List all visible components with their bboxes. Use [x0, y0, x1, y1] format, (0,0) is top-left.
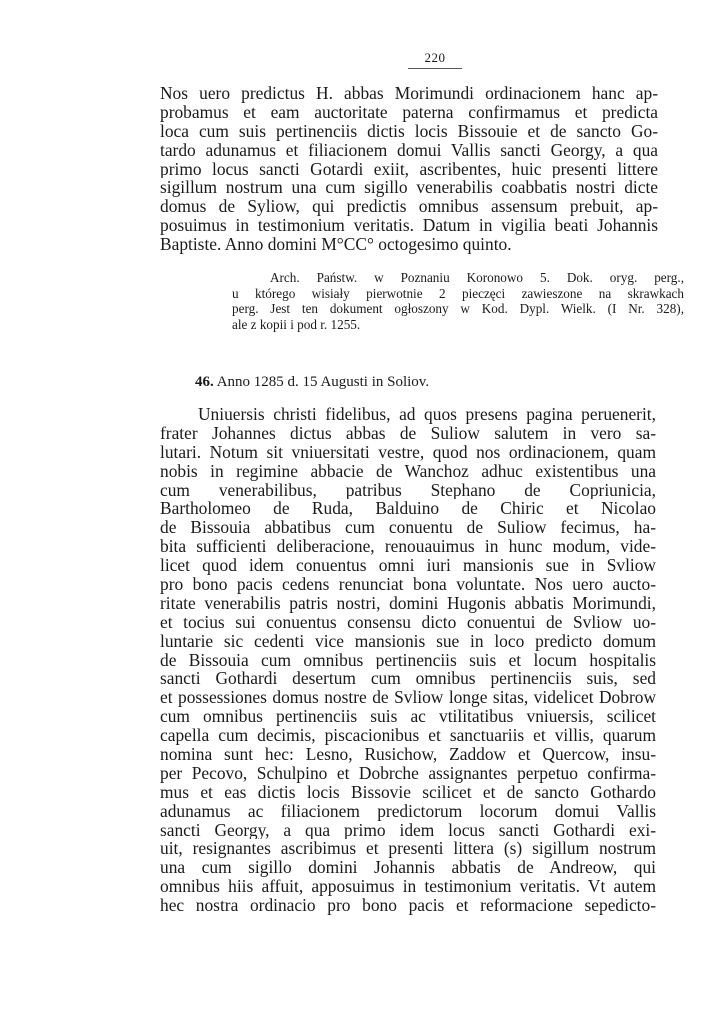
text-line: Nos uero predictus H. abbas Morimundi ordinacionem hanc ap- — [160, 84, 658, 103]
note-line: perg. Jest ten dokument ogłoszony w Kod. Dypl. Wielk. (I Nr. 328), — [232, 301, 684, 317]
text-line: bita sufficienti deliberacione, renouauimus in hunc modum, vide- — [160, 537, 656, 557]
text-line: adunamus ac filiacionem predictorum locorum domui Vallis — [160, 801, 656, 821]
text-line: frater Johannes dictus abbas de Suliow salutem in vero sa- — [160, 423, 656, 443]
page-number: 220 — [424, 50, 446, 65]
document-number: 46. — [195, 374, 214, 390]
text-line: loca cum suis pertinenciis dictis locis Bissouie et de sancto Go- — [160, 121, 658, 141]
text-line: de Bissouia abbatibus cum conuentu de Suliow fecimus, ha- — [160, 518, 656, 538]
text-line: Baptiste. Anno domini M°CC° octogesimo quinto. — [160, 235, 512, 255]
text-line: hec nostra ordinacio pro bono pacis et reformacione sepedicto- — [160, 896, 656, 916]
text-line: mus et eas dictis locis Bissovie scilicet et de sancto Gothardo — [160, 782, 656, 802]
text-line: sancti Gothardi desertum cum omnibus pertinenciis suis, sed — [160, 669, 656, 689]
text-line: sancti Georgy, a qua primo idem locus sancti Gothardi exi- — [160, 820, 656, 840]
note-line: u którego wisiały pierwotnie 2 pieczęci zawieszone na skrawkach — [232, 285, 684, 301]
text-line: et tocius sui conuentus consensu dicto conuentui de Svliow uo- — [160, 612, 656, 632]
charter-paragraph — [160, 405, 656, 915]
text-line: nobis in regimine abbacie de Wanchoz adhuc existentibus una — [160, 461, 656, 481]
document-heading — [195, 374, 495, 391]
text-line: ritate venerabilis patris nostri, domini Hugonis abbatis Morimundi, — [160, 593, 656, 613]
text-line: una cum sigillo domini Johannis abbatis de Andreow, qui — [160, 858, 656, 878]
text-line: uit, resignantes ascribimus et presenti littera (s) sigillum nostrum — [160, 839, 656, 859]
text-line: domus de Syliow, qui predictis omnibus assensum prebuit, ap- — [160, 197, 658, 217]
text-line: per Pecovo, Schulpino et Dobrche assignantes perpetuo confirma- — [160, 763, 656, 783]
text-line: licet quod idem conuentus omni iuri mansionis sue in Svliow — [160, 556, 656, 576]
text-line: probamus et eam auctoritate paterna confirmamus et predicta — [160, 102, 658, 122]
text-line: de Bissouia cum omnibus pertinenciis suis et locum hospitalis — [160, 650, 656, 670]
text-line: lutari. Notum sit vniuersitati vestre, quod nos ordinacionem, quam — [160, 442, 656, 462]
note-line: ale z kopii i pod r. 1255. — [232, 316, 361, 332]
text-line: cum omnibus pertinenciis suis ac vtilitatibus vniuersis, scilicet — [160, 707, 656, 727]
text-line: capella cum decimis, piscacionibus et sanctuariis et villis, quarum — [160, 726, 656, 746]
document-date-place: Anno 1285 d. 15 Augusti in Soliov. — [216, 374, 430, 390]
text-line: pro bono pacis cedens renunciat bona voluntate. Nos uero aucto- — [160, 575, 656, 594]
text-line: Uniuersis christi fidelibus, ad quos presens pagina peruenerit, — [198, 405, 656, 424]
text-line: primo locus sancti Gotardi exiit, ascribentes, huic presenti littere — [160, 159, 658, 179]
text-line: cum venerabilibus, patribus Stephano de Copriunicia, — [160, 480, 656, 500]
text-line: et possessiones domus nostre de Svliow longe sitas, videlicet Dobrow — [160, 688, 656, 708]
text-line: sigillum nostrum una cum sigillo venerabilis coabbatis nostri dicte — [160, 178, 658, 198]
page-number-rule — [408, 68, 462, 69]
text-line: omnibus hiis affuit, apposuimus in testimonium veritatis. Vt autem — [160, 877, 656, 897]
note-line: Arch. Państw. w Poznaniu Koronowo 5. Dok. oryg. perg., — [270, 270, 684, 285]
text-line: Bartholomeo de Ruda, Balduino de Chiric et Nicolao — [160, 499, 656, 519]
archival-source-note — [232, 270, 684, 332]
text-line: tardo adunamus et filiacionem domui Vallis sancti Georgy, a qua — [160, 140, 658, 160]
text-line: nomina sunt hec: Lesno, Rusichow, Zaddow et Quercow, insu- — [160, 745, 656, 764]
text-line: posuimus in testimonium veritatis. Datum in vigilia beati Johannis — [160, 216, 658, 236]
closing-paragraph — [160, 84, 658, 254]
text-line: luntarie sic cedenti vice mansionis sue in loco predicto domum — [160, 631, 656, 651]
